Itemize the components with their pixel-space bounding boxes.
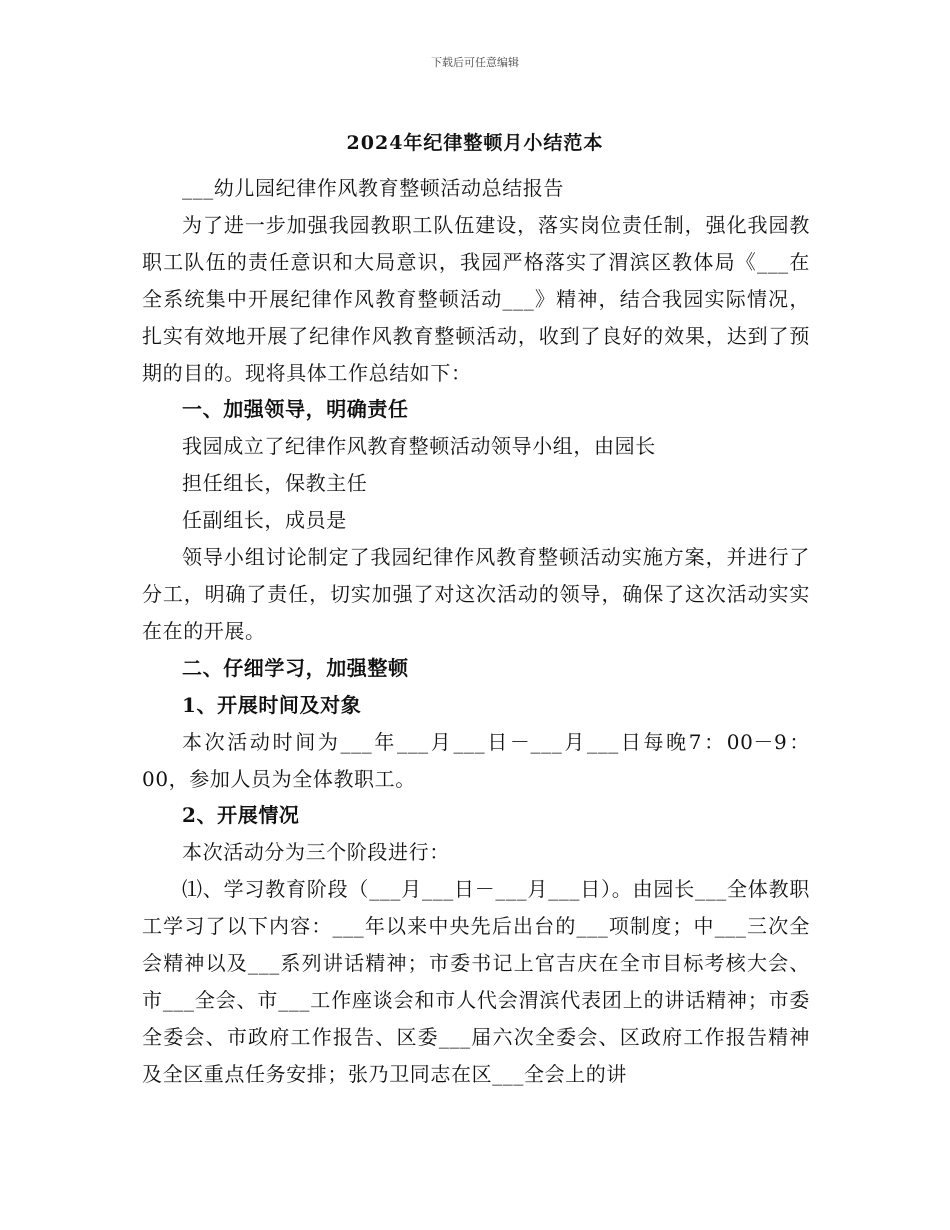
paragraph-stages: 本次活动分为三个阶段进行： (182, 840, 450, 865)
section-heading-1: 一、加强领导，明确责任 (182, 397, 409, 422)
paragraph-leadership-3: 任副组长，成员是 (182, 508, 347, 533)
subsection-heading-2: 2、开展情况 (182, 803, 300, 828)
paragraph-leadership-2: 担任组长，保教主任 (182, 471, 368, 496)
section-heading-2: 二、仔细学习，加强整顿 (182, 655, 409, 680)
paragraph-schedule: 本次活动时间为___年___月___日－___月___日每晚7：00－9：00，参加人员为全体教职工。 (142, 729, 810, 791)
document-body (142, 170, 810, 1093)
paragraph-subtitle: ___幼儿园纪律作风教育整顿活动总结报告 (182, 176, 564, 200)
header-note: 下载后可任意编辑 (431, 56, 519, 69)
paragraph-stage-1: ⑴、学习教育阶段（___月___日－___月___日）。由园长___全体教职工学习了以下内容：___年以来中央先后出台的___项制度；中___三次全会精神以及___系列讲话精神；市委书记上官吉庆在全市目标考核大会、市___全会、市___工作座谈会和市人代会渭滨代表团上的讲话精神；市委全委会、市政府工作报告、区委___届六次全委会、区政府工作报告精神及全区重点任务安排；张乃卫同志在区___全会上的讲 (142, 877, 810, 1086)
paragraph-leadership-1: 我园成立了纪律作风教育整顿活动领导小组，由园长 (182, 434, 656, 459)
subsection-heading-1: 1、开展时间及对象 (182, 692, 362, 717)
paragraph-intro: 为了进一步加强我园教职工队伍建设，落实岗位责任制，强化我园教职工队伍的责任意识和大局意识，我园严格落实了渭滨区教体局《___在全系统集中开展纪律作风教育整顿活动___》精神，结合我园实际情况，扎实有效地开展了纪律作风教育整顿活动，收到了良好的效果，达到了预期的目的。现将具体工作总结如下： (142, 212, 810, 385)
paragraph-leadership-4: 领导小组讨论制定了我园纪律作风教育整顿活动实施方案，并进行了分工，明确了责任，切实加强了对这次活动的领导，确保了这次活动实实在在的开展。 (142, 545, 810, 643)
document-title: 2024年纪律整顿月小结范本 (346, 132, 604, 154)
